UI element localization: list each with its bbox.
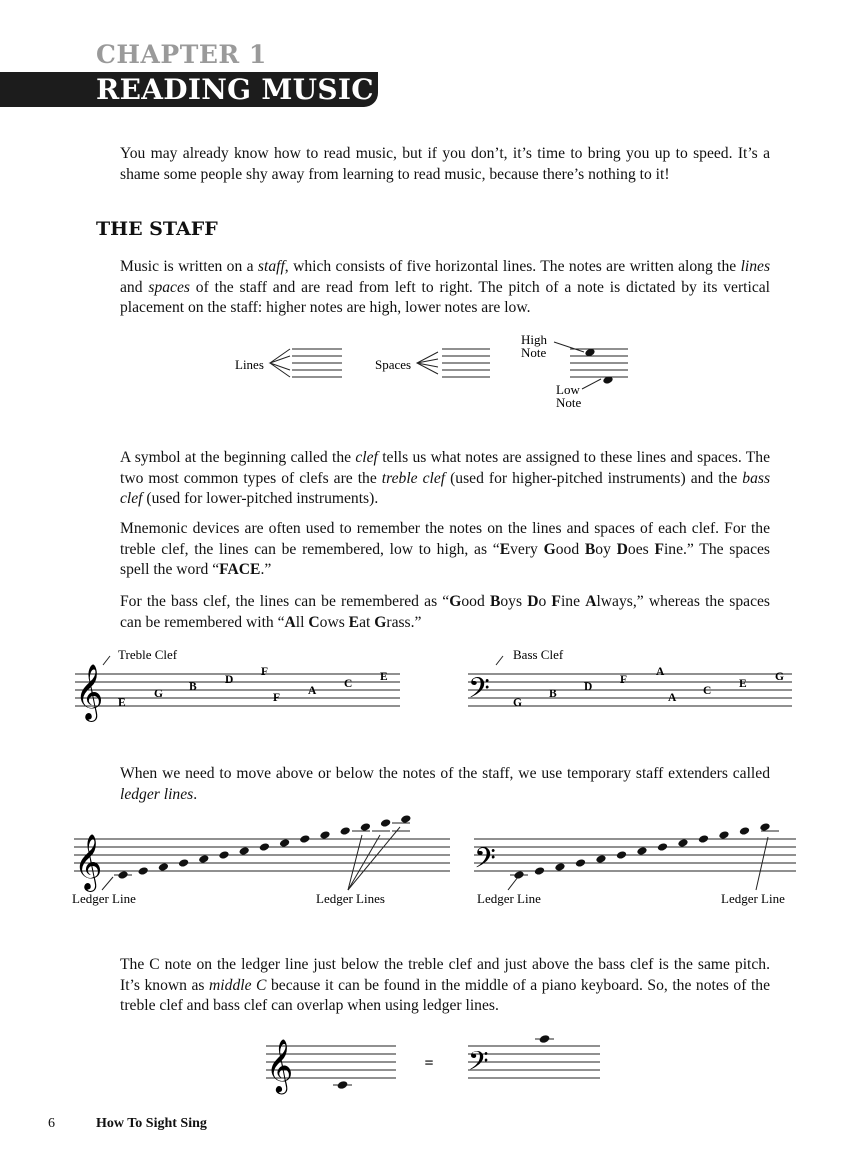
mnemonic-initial: E (499, 540, 511, 558)
note-name: D (584, 681, 593, 693)
section-heading: THE STAFF (96, 218, 218, 240)
mnemonic-initial: C (308, 613, 320, 631)
mnemonic-initial: F (551, 593, 561, 610)
term-treble-clef: treble clef (381, 469, 446, 487)
text-run: of the staff and are read from left to right. The pitch of a note is dictated by its vertical placement on the staff: higher notes are high, lower notes are low. (120, 278, 771, 316)
text-run: ” (414, 613, 422, 631)
note-head (178, 858, 189, 867)
ledger-line-label: Ledger Line (721, 891, 785, 906)
ledger-line-label: Ledger Line (72, 891, 136, 906)
note-name: B (189, 681, 197, 693)
note-head (400, 815, 411, 824)
term-bass-clef: bass clef (120, 469, 771, 507)
text-run: ood (555, 540, 585, 558)
mnemonic-initial: F (654, 540, 664, 558)
term-clef: clef (355, 449, 378, 466)
clef-note-names-figure (70, 645, 800, 725)
bass-clef-icon: 𝄢 (468, 1046, 489, 1082)
lines-spaces-figure (220, 328, 640, 414)
note-name: A (308, 685, 317, 697)
treble-clef-icon: 𝄞 (75, 666, 104, 719)
text-run: Mnemonic devices are often used to remember the notes on the lines and spaces of each clef. For the treble clef, the lines can be remembered, low to high, as “ (120, 520, 770, 558)
text-run: very (510, 540, 544, 558)
mnemonic-initial: G (449, 593, 462, 610)
mnemonic-initial: B (584, 540, 596, 558)
note-name: F (620, 674, 628, 686)
ledger-lines-label: Ledger Lines (316, 891, 385, 906)
lines-label: Lines (235, 357, 264, 372)
note-head (340, 826, 351, 835)
bass-clef-icon: 𝄢 (474, 844, 496, 881)
treble-clef-icon: 𝄞 (74, 836, 103, 889)
note-head (616, 850, 627, 859)
note-head (657, 842, 668, 851)
text-run: oes (627, 540, 655, 558)
ledger-lines-figure (66, 815, 796, 910)
note-name: C (703, 685, 712, 697)
text-run: oy (595, 540, 617, 558)
text-run: oys (500, 593, 528, 610)
note-head (158, 862, 169, 871)
term-lines: lines (740, 258, 771, 275)
note-head (380, 818, 391, 827)
note-name: G (775, 671, 784, 683)
note-name: F (273, 692, 281, 704)
note-head (138, 866, 149, 875)
note-head (360, 822, 371, 831)
bass-clef-icon: 𝄢 (468, 674, 490, 711)
note-name: B (549, 688, 557, 700)
note-head (554, 862, 565, 871)
clef-paragraph (120, 448, 770, 510)
high-note-label-2: Note (521, 345, 547, 360)
text-run: , which consists of five horizontal lines. The notes are written along the (284, 258, 741, 275)
text-run: tells us what notes are assigned to these lines and spaces. The two most common types of clefs are the (120, 449, 770, 487)
note-name: E (118, 697, 126, 709)
term-ledger-lines: ledger lines (120, 785, 194, 803)
mnemonic-initial: D (527, 593, 539, 610)
text-run: The C note on the ledger line just below the treble clef and just above the bass clef is the same pitch. It’s known as (120, 956, 770, 994)
text-run: at (359, 613, 375, 631)
treble-clef-label: Treble Clef (118, 647, 178, 662)
note-head (513, 870, 524, 879)
note-head (218, 850, 229, 859)
note-head (279, 838, 290, 847)
text-run: ine. (663, 540, 687, 558)
note-head (239, 846, 250, 855)
running-footer: How To Sight Sing (96, 1116, 207, 1131)
note-name: A (656, 666, 665, 678)
note-head (259, 842, 270, 851)
mnemonic-initial: A (585, 593, 597, 610)
note-head (739, 826, 750, 835)
ledger-paragraph (120, 764, 770, 805)
note-head (319, 830, 330, 839)
mnemonic-initial: B (489, 593, 501, 610)
note-head (759, 822, 770, 831)
note-head (595, 854, 606, 863)
middle-c-paragraph (120, 955, 770, 1017)
text-run: Music is written on a (120, 258, 258, 275)
intro-paragraph: You may already know how to read music, but if you don’t, it’s time to bring you up to speed. It’s a shame some people shy away from learning to read music, because there’s nothing to it! (120, 145, 770, 183)
note-name: E (739, 678, 747, 690)
note-head (718, 830, 729, 839)
note-head (117, 870, 128, 879)
note-head (636, 846, 647, 855)
text-run: ows (319, 613, 349, 631)
chapter-title: READING MUSIC (96, 73, 374, 106)
text-run: ” The spaces spell the word “ (120, 540, 770, 578)
mnemonic-initial: G (543, 540, 556, 558)
text-run: . (193, 785, 198, 803)
ledger-line-label: Ledger Line (477, 891, 541, 906)
text-run: ood (461, 593, 490, 610)
chapter-number: CHAPTER 1 (96, 40, 267, 69)
low-note-label-1: Low (556, 382, 580, 397)
equals-sign: = (424, 1055, 434, 1072)
note-name: D (225, 674, 234, 686)
term-middle-c: middle C (209, 976, 267, 994)
mnemonic-paragraph (120, 519, 770, 581)
note-head (534, 866, 545, 875)
note-name: G (154, 688, 163, 700)
page-number: 6 (48, 1116, 55, 1131)
face-word: FACE (219, 561, 261, 578)
treble-clef-icon: 𝄞 (266, 1040, 294, 1091)
note-head (677, 838, 688, 847)
middle-c-note (337, 1080, 349, 1090)
mnemonic-initial: E (348, 613, 360, 631)
term-staff: staff (257, 258, 285, 275)
text-run: (used for higher-pitched instruments) and the (445, 469, 743, 487)
text-run: For the bass clef, the lines can be remembered as “ (120, 593, 450, 610)
middle-c-note (539, 1034, 551, 1044)
text-run: rass. (386, 613, 415, 631)
text-run: ll (295, 613, 309, 631)
high-note-label-1: High (521, 332, 547, 347)
note-name: A (668, 692, 677, 704)
text-run: and (120, 278, 149, 296)
middle-c-figure (264, 1030, 604, 1100)
term-spaces: spaces (148, 278, 190, 296)
note-name: G (513, 697, 522, 709)
text-run: o (538, 593, 552, 610)
text-run: ine (560, 593, 586, 610)
text-run: because it can be found in the middle of a piano keyboard. So, the notes of the treble clef and bass clef can overlap when using ledger lines. (120, 976, 770, 1014)
note-head (698, 834, 709, 843)
note-head (575, 858, 586, 867)
note-head (299, 834, 310, 843)
spaces-label: Spaces (375, 357, 412, 372)
note-head (198, 854, 209, 863)
text-run: ” whereas the spaces can be remembered with “ (120, 593, 770, 631)
note-name: F (261, 666, 269, 678)
low-note-label-2: Note (556, 395, 582, 410)
text-run: .” (260, 561, 272, 578)
bass-clef-label: Bass Clef (513, 647, 564, 662)
text-run: When we need to move above or below the notes of the staff, we use temporary staff extenders called (120, 765, 770, 782)
bass-mnemonic-paragraph (120, 592, 770, 633)
text-run: lways, (596, 593, 637, 610)
mnemonic-initial: G (374, 613, 387, 631)
mnemonic-initial: D (616, 540, 628, 558)
staff-paragraph (120, 257, 770, 319)
note-name: E (380, 671, 388, 683)
note-name: C (344, 678, 353, 690)
text-run: A symbol at the beginning called the (120, 449, 356, 466)
text-run: (used for lower-pitched instruments). (142, 490, 379, 507)
mnemonic-initial: A (284, 613, 296, 631)
